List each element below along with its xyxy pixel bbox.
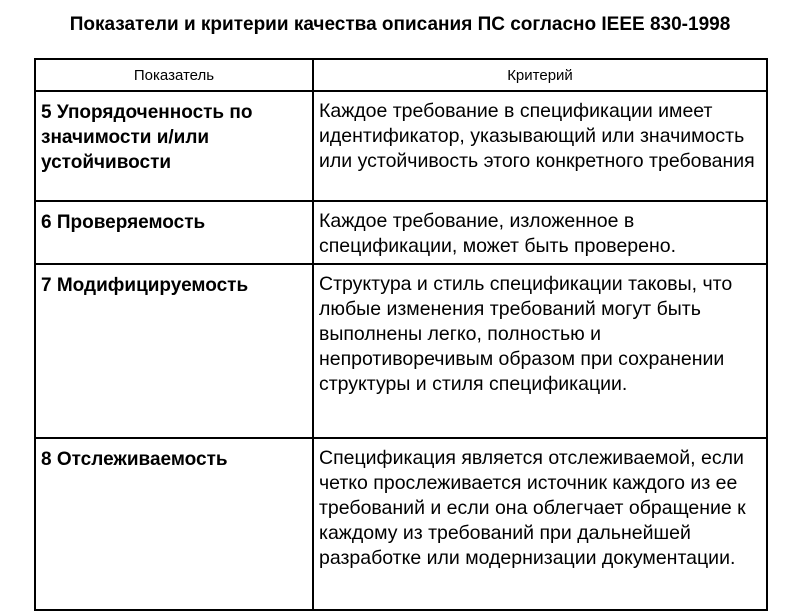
criterion-cell — [313, 264, 767, 438]
page-title: Показатели и критерии качества описания ПС согласно IEEE 830-1998 — [69, 14, 731, 35]
criterion-text: Каждое требование в спецификации имеет идентификатор, указывающий или значимость или устойчивость этого конкретного требования — [319, 100, 755, 172]
indicator-text: 7 Модифицируемость — [41, 275, 249, 296]
indicator-text: 5 Упорядоченность по значимости и/или устойчивости — [41, 102, 253, 173]
criterion-text: Спецификация является отслеживаемой, если четко прослеживается источник каждого из ее требований и если она облегчает обращение к каждому из требований при дальнейшей разработке или модернизации документации. — [319, 447, 746, 569]
criterion-cell — [313, 201, 767, 264]
criterion-cell — [313, 438, 767, 610]
indicator-text: 6 Проверяемость — [41, 212, 206, 233]
header-criterion: Критерий — [313, 59, 767, 91]
indicator-cell — [35, 91, 313, 201]
indicator-text: 8 Отслеживаемость — [41, 449, 228, 470]
criterion-cell — [313, 91, 767, 201]
criterion-text: Структура и стиль спецификации таковы, что любые изменения требований могут быть выполнены легко, полностью и непротиворечивым образом при сохранении структуры и стиля спецификации. — [319, 273, 733, 395]
table-row — [35, 438, 767, 610]
criteria-table — [34, 58, 768, 611]
table-row — [35, 201, 767, 264]
table-row — [35, 264, 767, 438]
indicator-cell — [35, 438, 313, 610]
table-row — [35, 91, 767, 201]
criterion-text: Каждое требование, изложенное в спецификации, может быть проверено. — [319, 210, 677, 257]
header-indicator: Показатель — [35, 59, 313, 91]
table-header-row — [35, 59, 767, 91]
indicator-cell — [35, 264, 313, 438]
indicator-cell — [35, 201, 313, 264]
